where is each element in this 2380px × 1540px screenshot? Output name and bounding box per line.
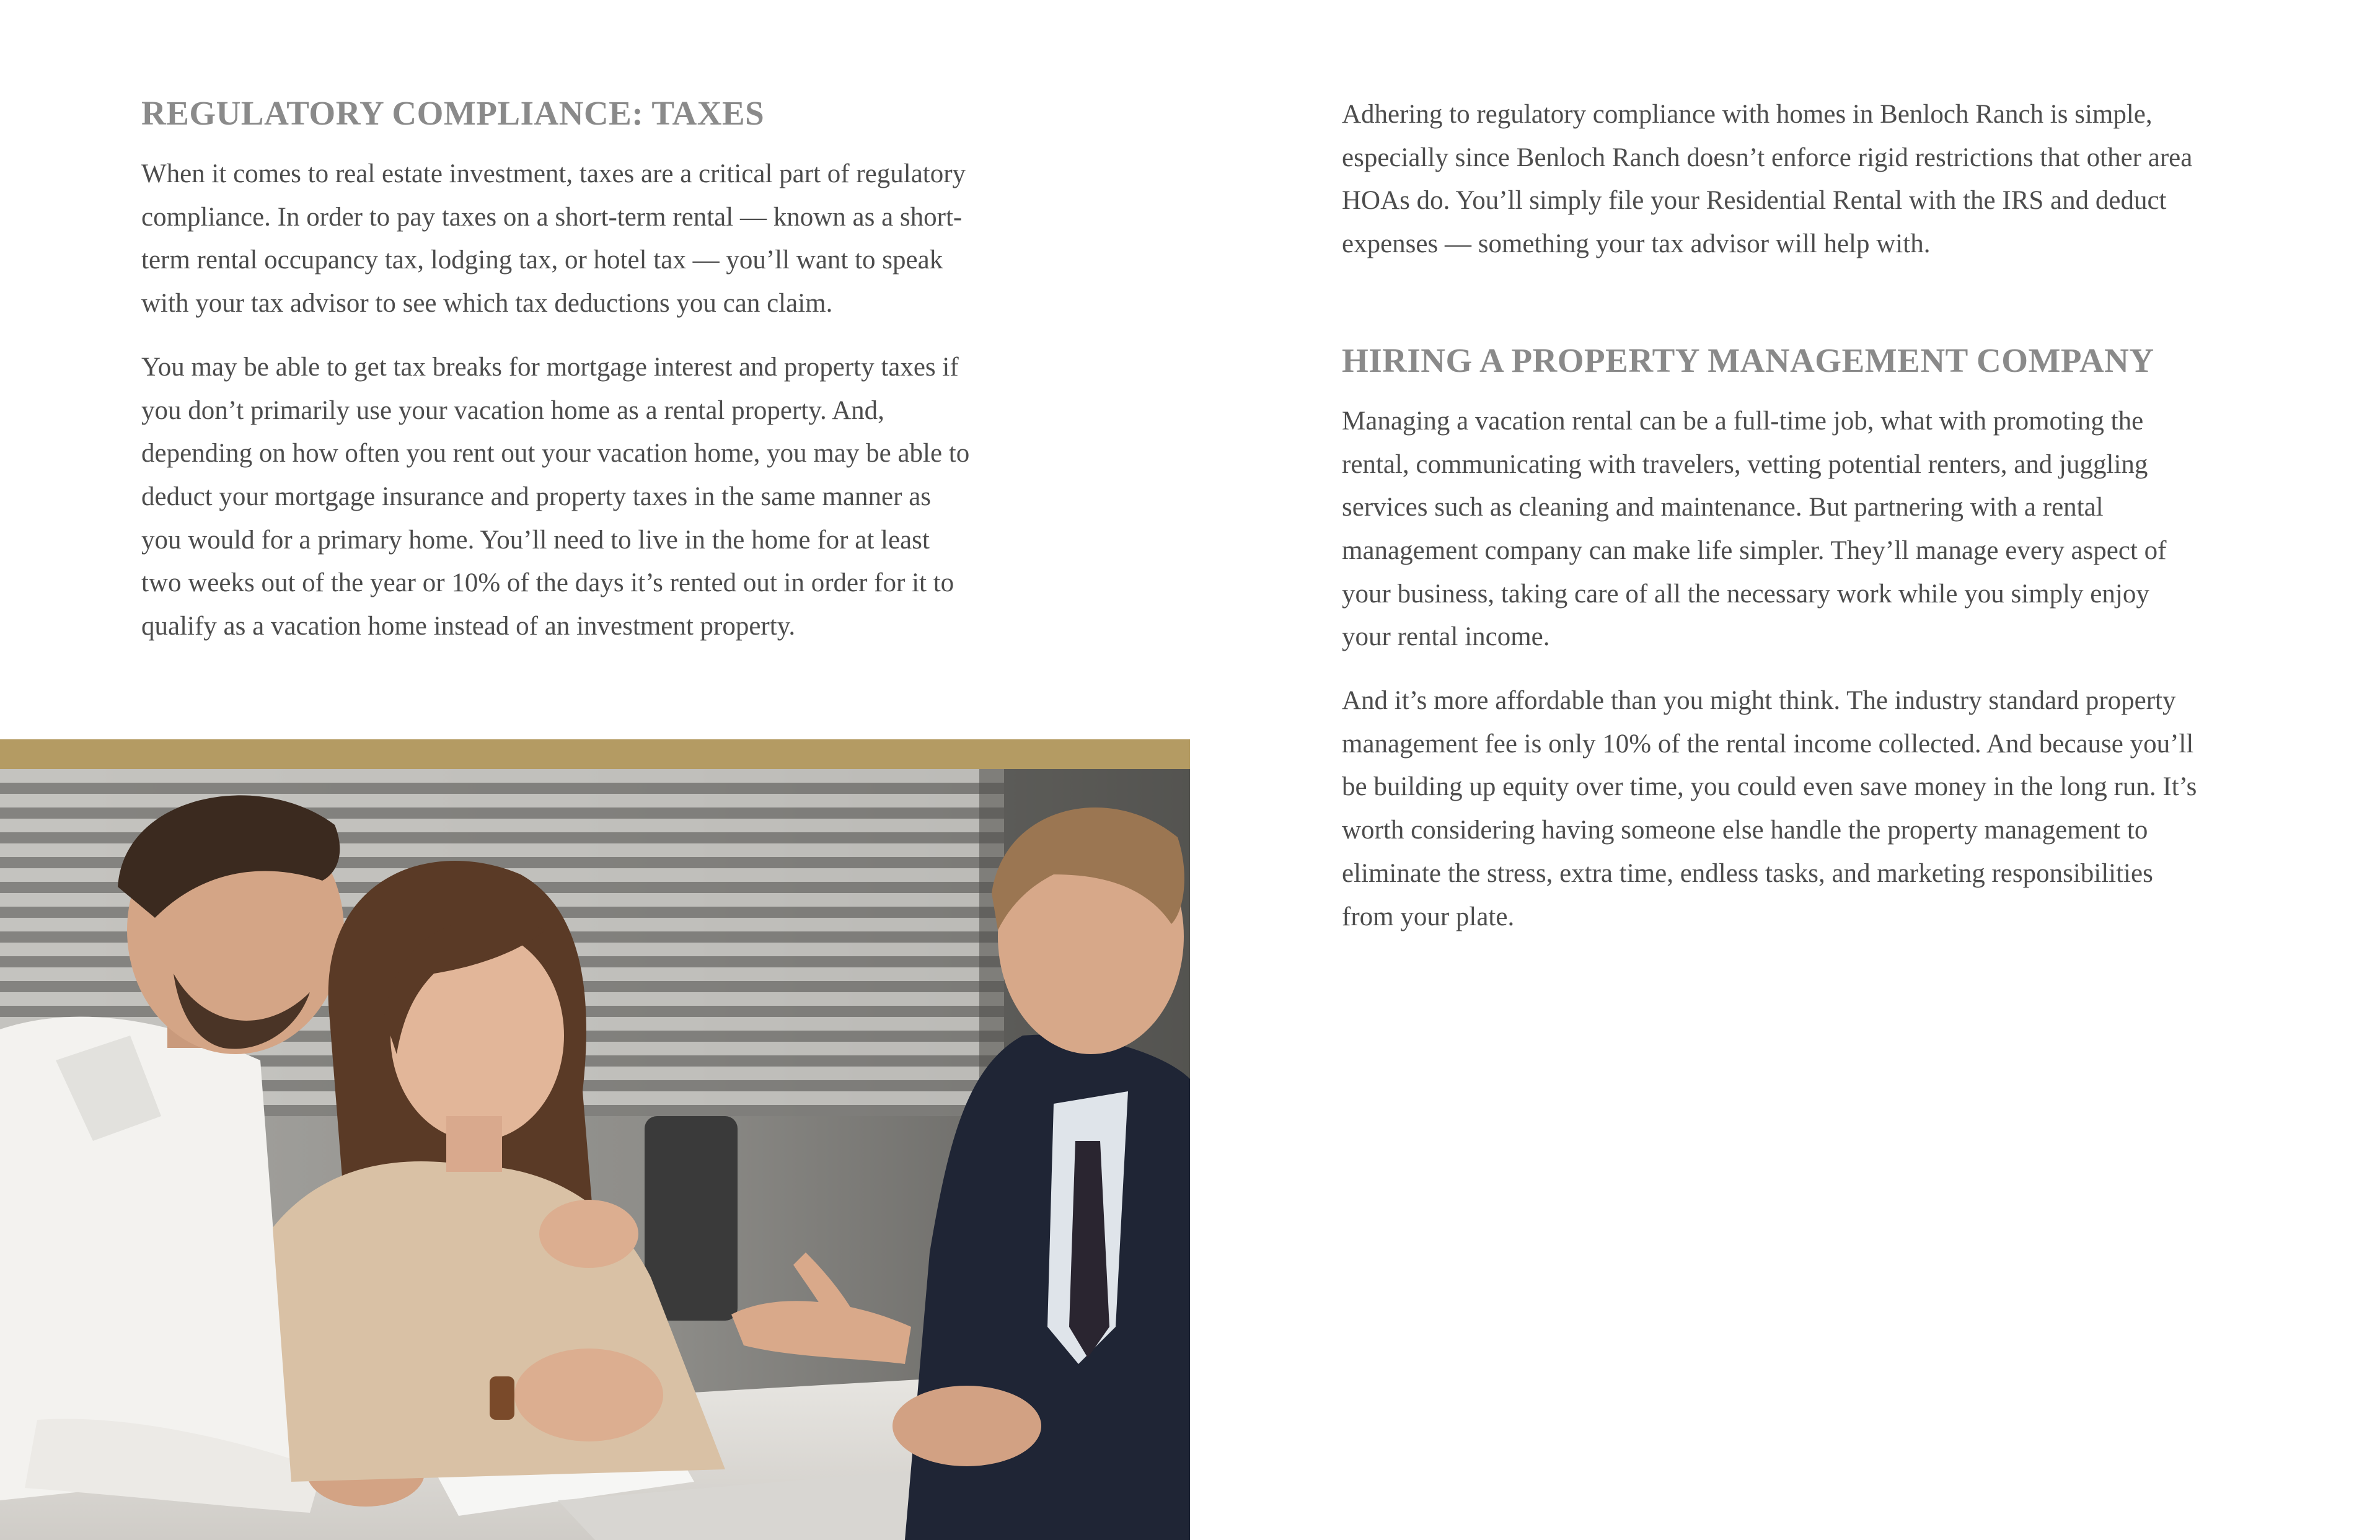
- paragraph-tax-breaks: You may be able to get tax breaks for mortgage interest and property taxes if you don’t primarily use your vacation home as a rental property. And, depending on how often you rent out your vacation home, you may be able to deduct your mortgage insurance and property taxes in the same manner as you would for a primary home. You’ll need to live in the home for at least two weeks out of the year or 10% of the days it’s rented out in order for it to qualify as a vacation home instead of an investment property.: [141, 352, 970, 641]
- section-heading-property-management: HIRING A PROPERTY MANAGEMENT COMPANY: [1342, 341, 2154, 379]
- couple-meeting-advisor-photo: [0, 769, 1190, 1540]
- paragraph-affordability: And it’s more affordable than you might think. The industry standard property management fee is only 10% of the rental income collected. And because you’ll be building up equity over time, you could even save money in the long run. It’s worth considering having someone else handle the property management to eliminate the stress, extra time, endless tasks, and marketing responsibilities from your plate.: [1342, 686, 2197, 931]
- gold-accent-bar: [0, 739, 1190, 769]
- paragraph-taxes-intro: When it comes to real estate investment, taxes are a critical part of regulatory compliance. In order to pay taxes on a short-term rental — known as a short-term rental occupancy tax, lodging tax, or hotel tax — you’ll want to speak with your tax advisor to see which tax deductions you can claim.: [141, 159, 966, 319]
- right-column: [1342, 93, 2197, 959]
- left-column: [141, 93, 972, 669]
- paragraph-managing-rental: Managing a vacation rental can be a full-time job, what with promoting the rental, communicating with travelers, vetting potential renters, and juggling services such as cleaning and maintenance. But partnering with a rental management company can make life simpler. They’ll manage every aspect of your business, taking care of all the necessary work while you simply enjoy your rental income.: [1342, 406, 2167, 652]
- section-heading-taxes: REGULATORY COMPLIANCE: TAXES: [141, 94, 765, 132]
- paragraph-compliance: Adhering to regulatory compliance with homes in Benloch Ranch is simple, especially since Benloch Ranch doesn’t enforce rigid restrictions that other area HOAs do. You’ll simply file your Residential Rental with the IRS and deduct expenses — something your tax advisor will help with.: [1342, 100, 2193, 259]
- photo-block: [0, 739, 1190, 1540]
